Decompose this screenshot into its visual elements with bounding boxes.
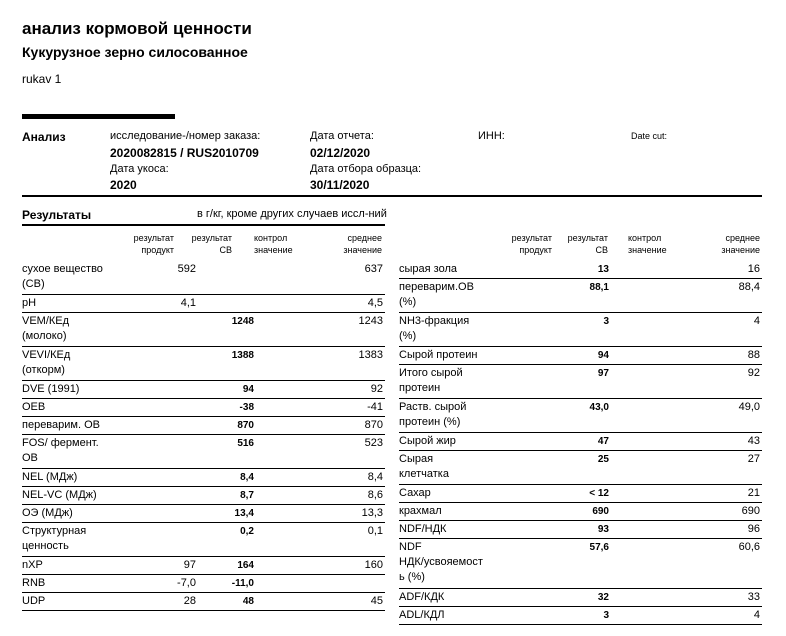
result-product-value: 97 <box>183 559 196 571</box>
result-name: VEM/КЕд (молоко) <box>22 315 70 342</box>
result-row <box>22 556 385 575</box>
left-col-header-control: контрол значение <box>254 233 293 255</box>
result-name: Сахар <box>399 487 431 499</box>
result-row <box>399 450 762 485</box>
result-name: Раств. сырой протеин (%) <box>399 401 467 428</box>
right-col-header-average: среднее значение <box>721 233 760 255</box>
result-dm-value: 8,4 <box>240 472 254 483</box>
left-col-header-average: среднее значение <box>343 233 382 255</box>
result-name: переварим. ОВ <box>22 419 100 431</box>
result-dm-value: 57,6 <box>589 542 609 553</box>
result-dm-value: 13 <box>597 264 609 275</box>
result-average-value: 13,3 <box>361 507 383 519</box>
result-average-value: 60,6 <box>738 541 760 553</box>
result-row <box>399 312 762 347</box>
result-dm-value: 88,1 <box>589 282 609 293</box>
result-row <box>22 592 385 611</box>
left-col-header-product: результат продукт <box>133 233 174 255</box>
right-col-header-dm: результат СВ <box>567 233 608 255</box>
result-name: VEVI/КЕд (откорм) <box>22 349 71 376</box>
result-dm-value: 47 <box>597 436 609 447</box>
result-name: FOS/ фермент. ОВ <box>22 437 99 464</box>
order-label: исследование-/номер заказа: <box>110 130 261 142</box>
analysis-divider <box>22 195 762 197</box>
result-row <box>399 260 762 279</box>
result-dm-value: 97 <box>597 368 609 379</box>
result-row <box>22 574 385 593</box>
result-dm-value: 25 <box>597 454 609 465</box>
result-row <box>22 346 385 381</box>
result-average-value: 4,5 <box>367 297 383 309</box>
result-dm-value: 3 <box>603 316 609 327</box>
result-dm-value: 93 <box>597 524 609 535</box>
results-section-label: Результаты <box>22 208 92 222</box>
result-name: Сырая клетчатка <box>399 453 449 480</box>
result-average-value: 43 <box>747 435 760 447</box>
result-dm-value: 3 <box>603 610 609 621</box>
result-dm-value: 32 <box>597 592 609 603</box>
result-name: переварим.ОВ (%) <box>399 281 474 308</box>
result-product-value: 28 <box>183 595 196 607</box>
result-row <box>399 520 762 539</box>
result-average-value: 637 <box>364 263 383 275</box>
report-subtitle: Кукурузное зерно силосованное <box>22 44 248 60</box>
harvest-label: Дата укоса: <box>110 163 169 175</box>
result-dm-value: 1388 <box>231 350 254 361</box>
inn-label: ИНН: <box>478 130 505 142</box>
result-average-value: 21 <box>747 487 760 499</box>
result-row <box>22 486 385 505</box>
right-col-header-product: результат продукт <box>511 233 552 255</box>
result-name: ОЭ (МДж) <box>22 507 73 519</box>
result-row <box>399 502 762 521</box>
result-name: Сырой протеин <box>399 349 478 361</box>
result-product-value: -7,0 <box>177 577 196 589</box>
result-row <box>399 432 762 451</box>
report-date-label: Дата отчета: <box>310 130 374 142</box>
header-divider <box>22 114 175 119</box>
result-row <box>22 522 385 557</box>
result-average-value: 8,6 <box>367 489 383 501</box>
result-name: ADF/КДК <box>399 591 445 603</box>
result-average-value: 49,0 <box>738 401 760 413</box>
result-average-value: 523 <box>364 437 383 449</box>
result-row <box>399 588 762 607</box>
result-dm-value: 13,4 <box>234 508 254 519</box>
result-name: NDF НДК/усвояемост ь (%) <box>399 541 483 583</box>
result-average-value: 33 <box>747 591 760 603</box>
units-note: в г/кг, кроме других случаев иссл-ний <box>197 208 387 220</box>
sampling-label: Дата отбора образца: <box>310 163 422 175</box>
result-name: pH <box>22 297 37 309</box>
result-dm-value: 1248 <box>231 316 254 327</box>
result-average-value: 690 <box>741 505 760 517</box>
result-row <box>399 538 762 589</box>
result-name: Сырой жир <box>399 435 456 447</box>
result-name: OEB <box>22 401 46 413</box>
result-row <box>22 312 385 347</box>
result-name: nXP <box>22 559 43 571</box>
result-row <box>399 606 762 625</box>
result-row <box>22 260 385 295</box>
result-row <box>22 468 385 487</box>
result-average-value: 870 <box>364 419 383 431</box>
result-average-value: 27 <box>747 453 760 465</box>
result-average-value: 92 <box>370 383 383 395</box>
result-dm-value: 164 <box>237 560 254 571</box>
result-name: NEL-VC (МДж) <box>22 489 97 501</box>
result-name: NEL (МДж) <box>22 471 78 483</box>
result-name: NDF/НДК <box>399 523 447 535</box>
result-dm-value: 0,2 <box>240 526 254 537</box>
result-name: UDP <box>22 595 46 607</box>
left-col-header-dm: результат СВ <box>191 233 232 255</box>
result-product-value: 43,0 <box>589 402 609 413</box>
result-dm-value: 690 <box>592 506 609 517</box>
harvest-value: 2020 <box>110 178 137 192</box>
report-date-value: 02/12/2020 <box>310 146 371 160</box>
result-name: сухое вещество (СВ) <box>22 263 103 290</box>
result-row <box>399 398 762 433</box>
result-row <box>22 416 385 435</box>
result-dm-value: 516 <box>237 438 254 449</box>
result-average-value: 92 <box>747 367 760 379</box>
result-row <box>399 346 762 365</box>
analysis-section-label: Анализ <box>22 130 66 144</box>
result-dm-value: 94 <box>597 350 609 361</box>
result-dm-value: -11,0 <box>231 578 254 589</box>
result-row <box>22 294 385 313</box>
result-name: сырая зола <box>399 263 457 275</box>
result-average-value: 4 <box>753 315 760 327</box>
results-left-divider <box>22 224 385 226</box>
result-average-value: 1383 <box>358 349 383 361</box>
date-cut-label: Date cut: <box>631 131 668 141</box>
result-average-value: 8,4 <box>367 471 383 483</box>
result-dm-value: < 12 <box>589 488 609 499</box>
result-name: крахмал <box>399 505 442 517</box>
result-average-value: 16 <box>747 263 760 275</box>
sampling-value: 30/11/2020 <box>310 178 370 192</box>
result-name: DVE (1991) <box>22 383 80 395</box>
result-row <box>22 398 385 417</box>
result-row <box>22 504 385 523</box>
result-product-value: 4,1 <box>180 297 196 309</box>
result-average-value: 4 <box>753 609 760 621</box>
result-row <box>22 380 385 399</box>
result-average-value: -41 <box>367 401 383 413</box>
result-row <box>399 278 762 313</box>
result-name: Структурная ценность <box>22 525 87 552</box>
result-name: Итого сырой протеин <box>399 367 463 394</box>
order-value: 2020082815 / RUS2010709 <box>110 146 259 160</box>
result-average-value: 96 <box>747 523 760 535</box>
result-name: NH3-фракция (%) <box>399 315 470 342</box>
result-dm-value: 94 <box>242 384 254 395</box>
result-average-value: 0,1 <box>367 525 383 537</box>
result-product-value: 592 <box>177 263 196 275</box>
result-name: RNB <box>22 577 46 589</box>
result-average-value: 45 <box>370 595 383 607</box>
result-average-value: 160 <box>364 559 383 571</box>
result-dm-value: -38 <box>239 402 254 413</box>
result-row <box>22 434 385 469</box>
result-dm-value: 870 <box>237 420 254 431</box>
result-average-value: 88 <box>747 349 760 361</box>
result-average-value: 88,4 <box>738 281 760 293</box>
result-row <box>399 484 762 503</box>
report-title: анализ кормовой ценности <box>22 19 252 38</box>
sample-name: rukav 1 <box>22 72 62 86</box>
result-average-value: 1243 <box>358 315 383 327</box>
result-dm-value: 8,7 <box>240 490 254 501</box>
result-row <box>399 364 762 399</box>
result-name: ADL/КДЛ <box>399 609 445 621</box>
right-col-header-control: контрол значение <box>628 233 667 255</box>
result-dm-value: 48 <box>242 596 254 607</box>
